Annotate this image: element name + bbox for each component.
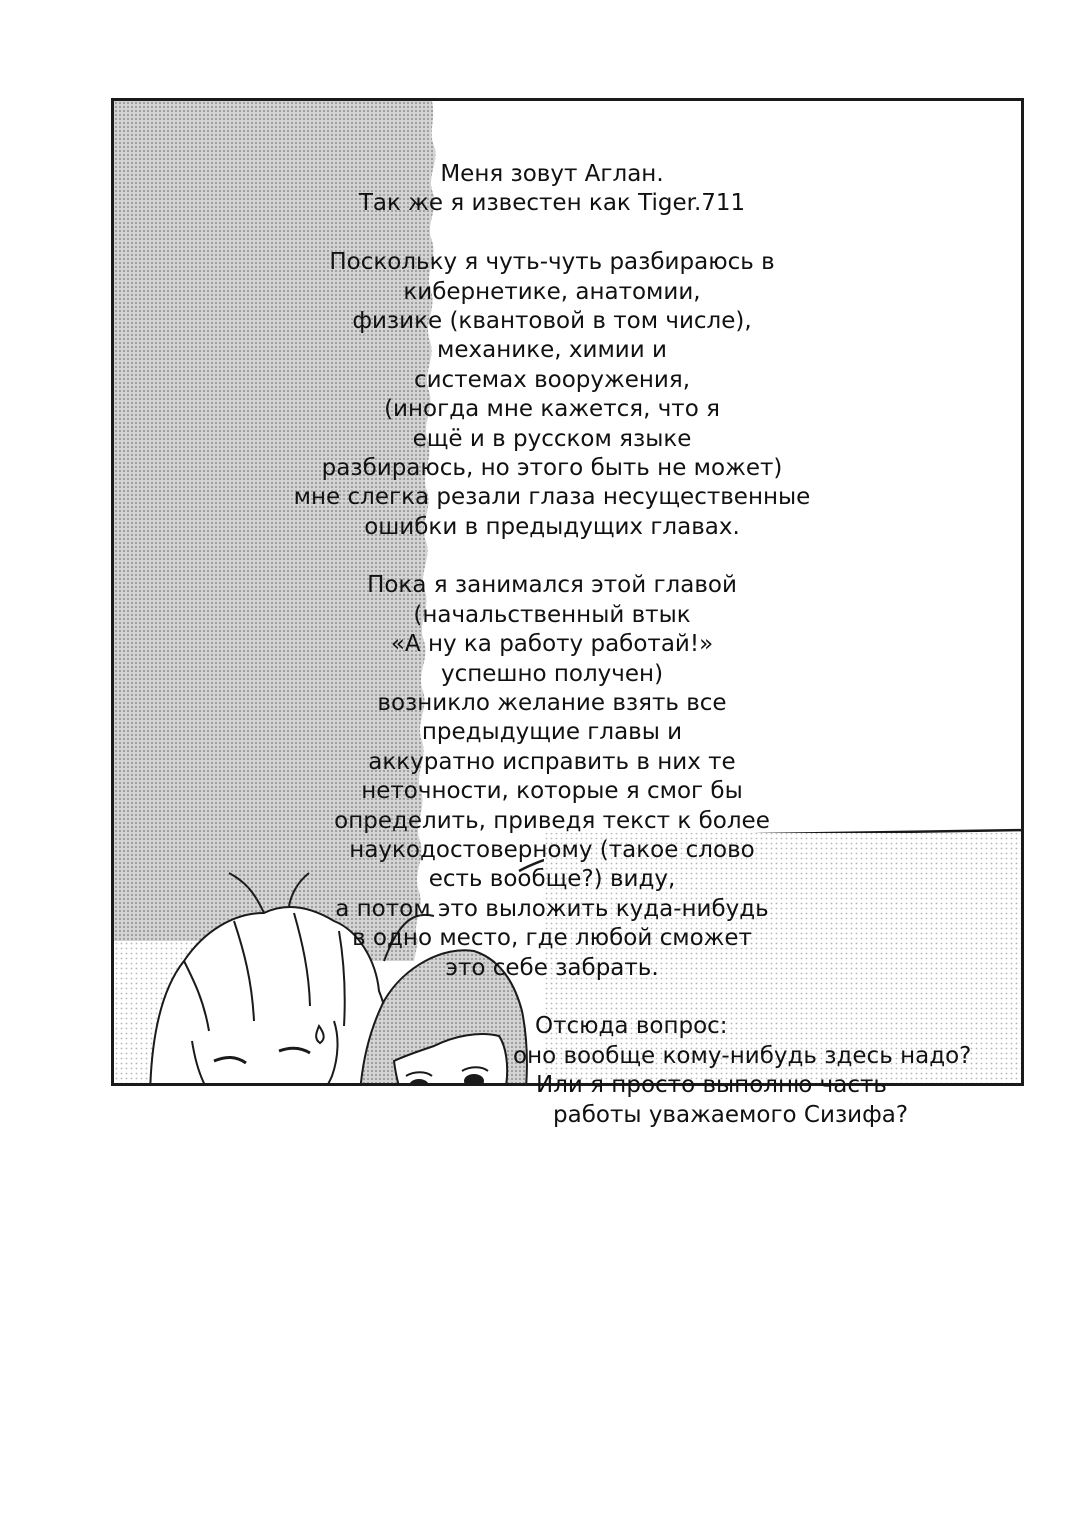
text-line: предыдущие главы и bbox=[421, 719, 683, 746]
text-line: возникло желание взять все bbox=[377, 690, 727, 717]
text-line: физике (квантовой в том числе), bbox=[352, 307, 752, 334]
text-line: механике, химии и bbox=[437, 337, 667, 364]
text-line: системах вооружения, bbox=[413, 366, 691, 393]
translator-note bbox=[293, 160, 1060, 1130]
text-line: Или я просто выполню часть bbox=[536, 1072, 887, 1099]
text-line: ещё и в русском языке bbox=[412, 425, 692, 452]
text-line: неточности, которые я смог бы bbox=[361, 778, 743, 805]
text-line: работы уважаемого Сизифа? bbox=[553, 1101, 909, 1128]
text-line: разбираюсь, но этого быть не может) bbox=[321, 454, 783, 481]
text-line: аккуратно исправить в них те bbox=[368, 748, 736, 775]
text-line: Отсюда вопрос: bbox=[535, 1013, 728, 1040]
text-line: в одно место, где любой сможет bbox=[352, 925, 752, 952]
text-line: успешно получен) bbox=[440, 660, 664, 687]
text-line: Пока я занимался этой главой bbox=[367, 572, 737, 599]
paragraph-plan bbox=[334, 571, 1060, 982]
paragraph-intro bbox=[358, 160, 1060, 219]
text-line: наукодостоверному (такое слово bbox=[349, 836, 755, 863]
text-line: (начальственный втык bbox=[413, 601, 691, 628]
text-line: есть вообще?) виду, bbox=[428, 866, 676, 893]
text-line: мне слегка резали глаза несущественные bbox=[293, 484, 811, 511]
text-line: оно вообще кому-нибудь здесь надо? bbox=[513, 1042, 972, 1069]
text-line: (иногда мне кажется, что я bbox=[384, 396, 720, 423]
text-line: кибернетике, анатомии, bbox=[403, 278, 701, 305]
text-line: а потом это выложить куда-нибудь bbox=[335, 895, 769, 922]
text-line: Меня зовут Аглан. bbox=[440, 161, 664, 187]
text-line: Поскольку я чуть-чуть разбираюсь в bbox=[329, 249, 775, 276]
text-line: Так же я известен как Tiger.711 bbox=[358, 190, 746, 217]
text-line: ошибки в предыдущих главах. bbox=[364, 513, 740, 540]
text-line: это себе забрать. bbox=[445, 954, 659, 981]
text-line: определить, приведя текст к более bbox=[334, 807, 770, 834]
paragraph-expertise bbox=[293, 248, 1060, 542]
paragraph-question bbox=[380, 1012, 1060, 1130]
text-line: «А ну ка работу работай!» bbox=[390, 631, 714, 658]
